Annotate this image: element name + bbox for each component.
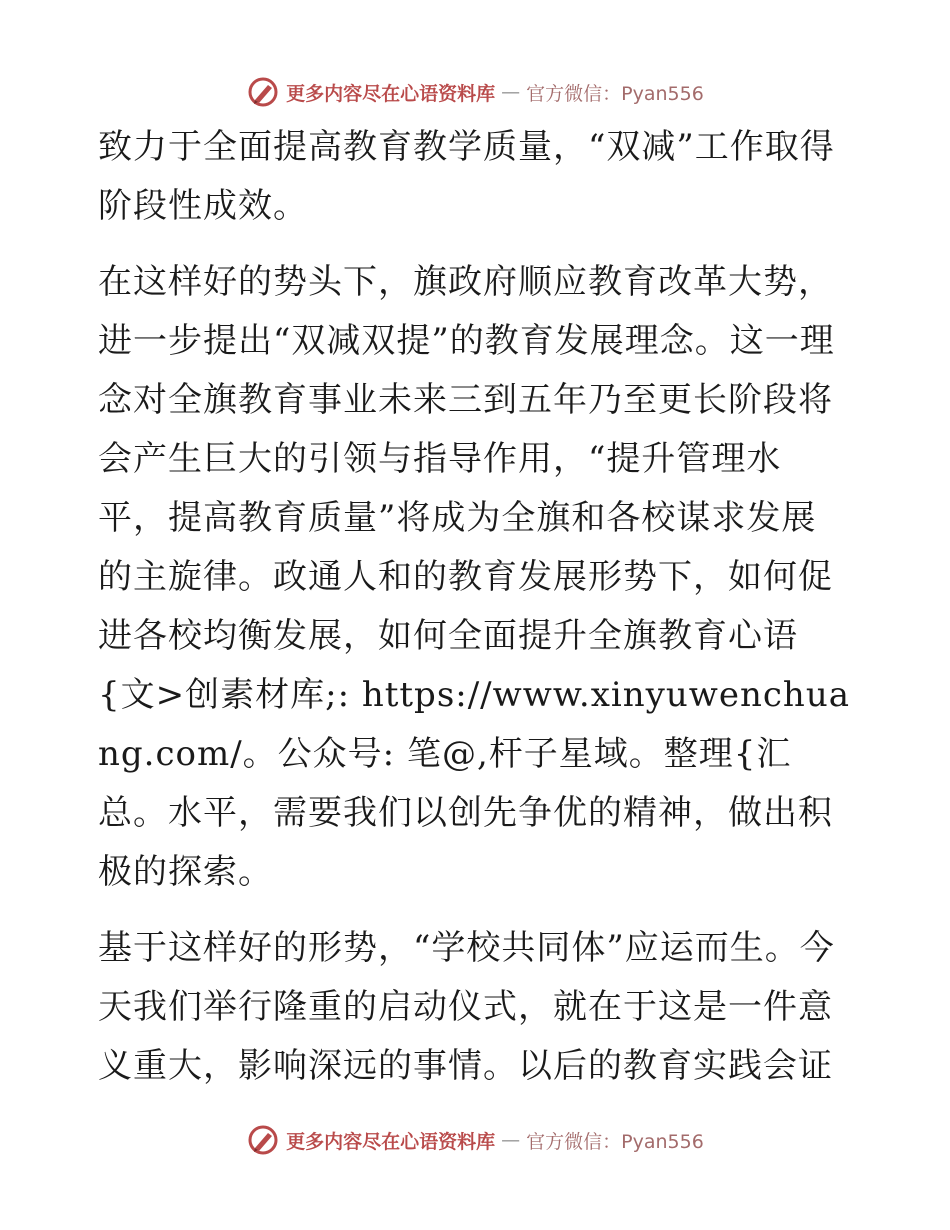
paragraph-3: 基于这样好的形势，“学校共同体”应运而生。今天我们举行隆重的启动仪式，就在于这是一件意义重大，影响深远的事情。以后的教育实践会证	[98, 928, 835, 1086]
pen-logo-icon	[246, 1123, 280, 1157]
footer-dash: —	[501, 1129, 521, 1151]
footer-site-text: 更多内容尽在心语资料库	[286, 1130, 496, 1153]
footer-account-text: 官方微信：Pyan556	[526, 1130, 704, 1153]
footer-banner	[0, 1118, 950, 1162]
header-banner	[0, 70, 950, 114]
header-dash: —	[501, 81, 521, 103]
paragraph-2: 在这样好的势头下，旗政府顺应教育改革大势，进一步提出“双减双提”的教育发展理念。这一理念对全旗教育事业未来三到五年乃至更长阶段将会产生巨大的引领与指导作用，“提升管理水平，提高教育质量”将成为全旗和各校谋求发展的主旋律。政通人和的教育发展形势下，如何促进各校均衡发展，如何全面提升全旗教育心语{文>创素材库;: https://www.xinyuwenchuang.com/。公众号: 笔@,杆子星域。整理{汇总。水平，需要我们以创先争优的精神，做出积极的探索。	[98, 262, 851, 892]
pen-logo-icon	[246, 75, 280, 109]
paragraph-1: 致力于全面提高教育教学质量，“双减”工作取得阶段性成效。	[98, 127, 835, 226]
header-site-text: 更多内容尽在心语资料库	[286, 82, 496, 105]
header-account-text: 官方微信：Pyan556	[526, 82, 704, 105]
document-body	[98, 118, 850, 1113]
